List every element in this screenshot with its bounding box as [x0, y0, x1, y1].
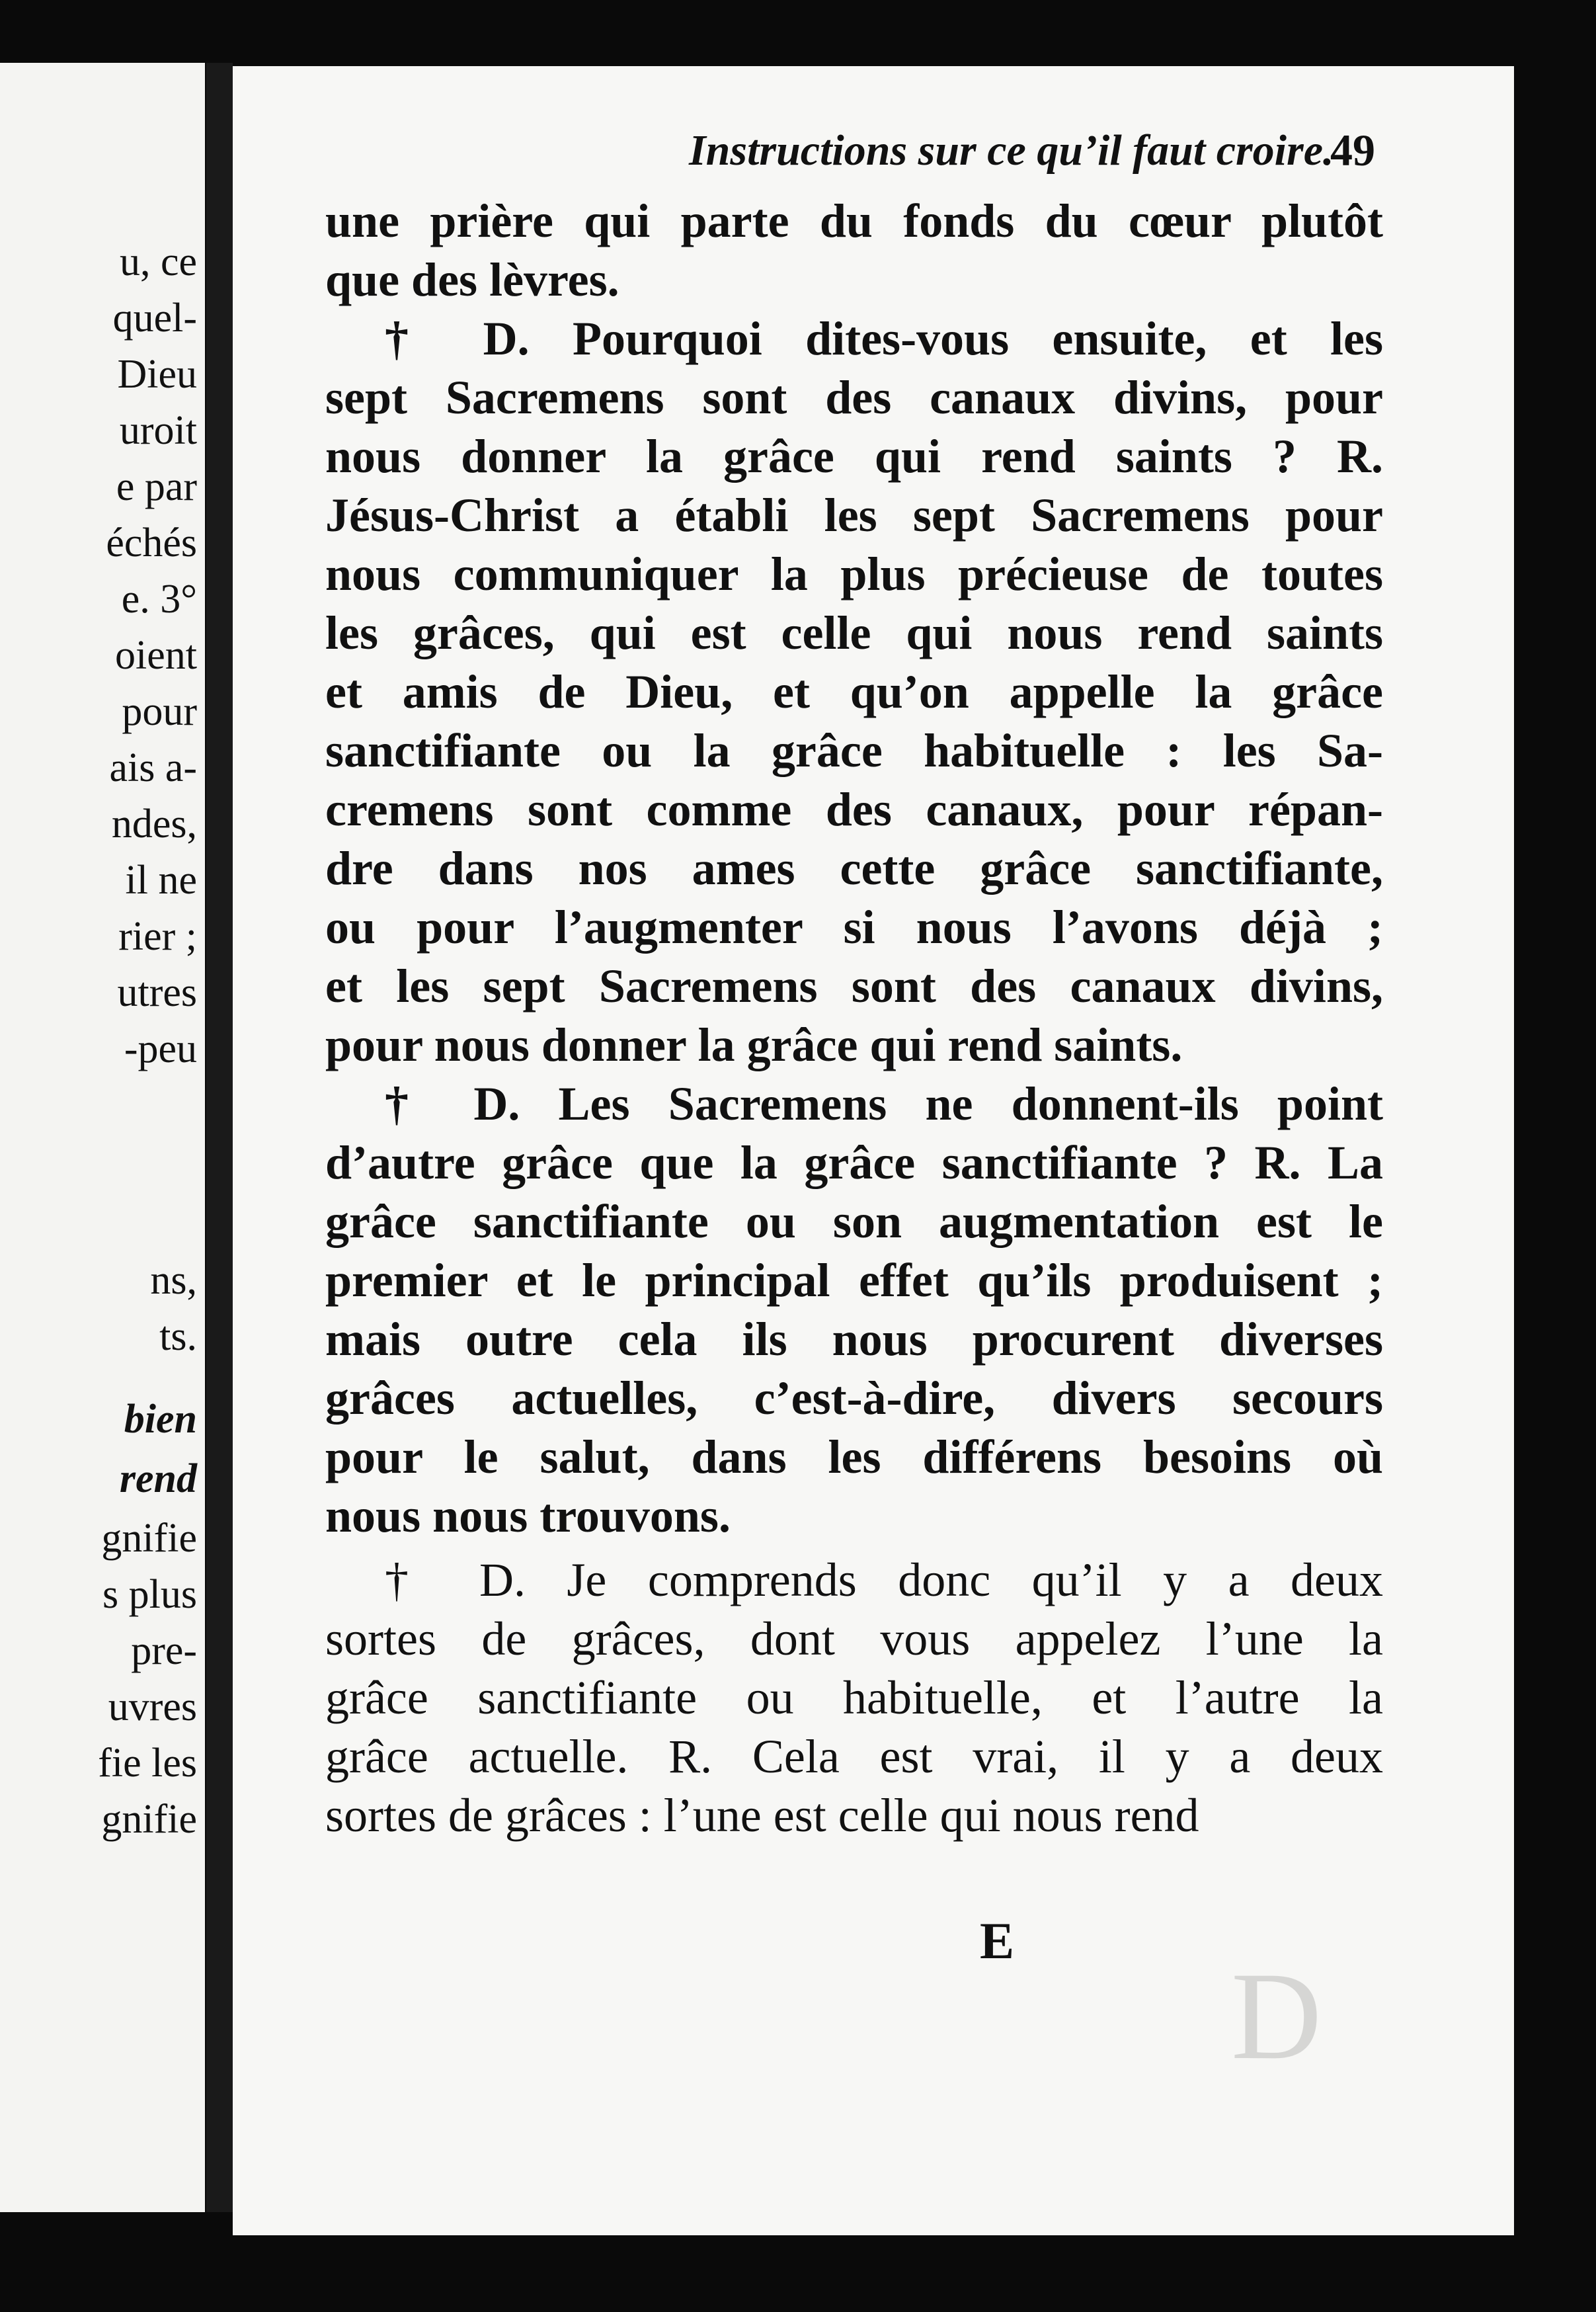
left-page-line: u, ce [119, 239, 197, 284]
left-page-line: ndes, [111, 802, 197, 846]
left-page-line: bien [124, 1397, 197, 1442]
left-page-line: échés [106, 520, 197, 565]
body-line: que des lèvres. [325, 253, 619, 306]
left-page-line: uroit [119, 408, 197, 453]
left-page-line: s plus [102, 1572, 197, 1617]
running-header: Instructions sur ce qu’il faut croire. [689, 126, 1334, 175]
body-line: Jésus-Christ a établi les sept Sacremens pour [325, 489, 1383, 542]
body-line: nous nous trouvons. [325, 1489, 731, 1542]
left-page-line: fie les [98, 1741, 197, 1786]
body-line: nous donner la grâce qui rend saints ? R. [325, 430, 1383, 483]
body-line: grâce actuelle. R. Cela est vrai, il y a deux [325, 1730, 1383, 1783]
signature-mark: E [980, 1912, 1015, 1969]
left-page-line: -peu [124, 1026, 197, 1071]
left-page-line: Dieu [117, 352, 197, 397]
show-through-letter: D [1231, 1947, 1322, 2086]
left-page-line: uvres [108, 1684, 197, 1729]
left-page-line: e par [116, 464, 197, 509]
body-line: et amis de Dieu, et qu’on appelle la grâce [325, 665, 1383, 718]
left-page-line: gnifie [101, 1797, 197, 1842]
body-line: pour le salut, dans les différens besoins où [325, 1430, 1383, 1483]
body-line: dre dans nos ames cette grâce sanctifiante, [325, 842, 1383, 895]
left-page-line: ts. [159, 1314, 197, 1359]
body-line: premier et le principal effet qu’ils produisent ; [325, 1254, 1383, 1307]
left-page-line: rier ; [118, 914, 197, 959]
page-number: 49 [1330, 125, 1375, 175]
body-line: nous communiquer la plus précieuse de toutes [325, 548, 1383, 600]
body-line: les grâces, qui est celle qui nous rend saints [325, 606, 1383, 659]
left-page-line: utres [117, 970, 197, 1015]
body-line: une prière qui parte du fonds du cœur plutôt [325, 194, 1383, 247]
body-line: et les sept Sacremens sont des canaux divins, [325, 960, 1383, 1012]
left-page-line: e. 3° [121, 577, 197, 622]
body-line: sept Sacremens sont des canaux divins, pour [325, 371, 1383, 424]
body-text [325, 192, 1383, 1845]
left-page-line: rend [119, 1456, 197, 1501]
body-line: sortes de grâces : l’une est celle qui nous rend [325, 1789, 1199, 1842]
body-line: d’autre grâce que la grâce sanctifiante ? R. La [325, 1136, 1383, 1189]
body-line: † D. Je comprends donc qu’il y a deux [385, 1553, 1383, 1606]
left-page-line: oient [115, 633, 197, 678]
left-page [0, 63, 205, 2212]
body-line: pour nous donner la grâce qui rend saints. [325, 1018, 1183, 1071]
body-line: sortes de grâces, dont vous appelez l’une la [325, 1612, 1383, 1665]
left-page-line: ais a- [109, 745, 197, 790]
left-page-line: ns, [150, 1258, 197, 1303]
body-line: grâces actuelles, c’est-à-dire, divers secours [325, 1372, 1383, 1424]
body-line: † D. Les Sacremens ne donnent-ils point [385, 1077, 1383, 1130]
body-line: grâce sanctifiante ou habituelle, et l’autre la [325, 1671, 1383, 1724]
body-line: cremens sont comme des canaux, pour répan- [325, 783, 1383, 836]
body-line: mais outre cela ils nous procurent diverses [325, 1313, 1383, 1366]
left-page-line: quel- [112, 296, 197, 341]
left-page-line: gnifie [101, 1516, 197, 1561]
left-page-line: pour [122, 689, 197, 734]
body-line: sanctifiante ou la grâce habituelle : les Sa- [325, 724, 1383, 777]
book-gutter [206, 63, 233, 2212]
body-line: ou pour l’augmenter si nous l’avons déjà ; [325, 901, 1383, 954]
body-line: grâce sanctifiante ou son augmentation est le [325, 1195, 1383, 1248]
right-page [233, 66, 1514, 2235]
left-page-line: pre- [131, 1628, 197, 1673]
left-page-line: il ne [125, 858, 197, 903]
body-line: † D. Pourquoi dites-vous ensuite, et les [385, 312, 1383, 365]
